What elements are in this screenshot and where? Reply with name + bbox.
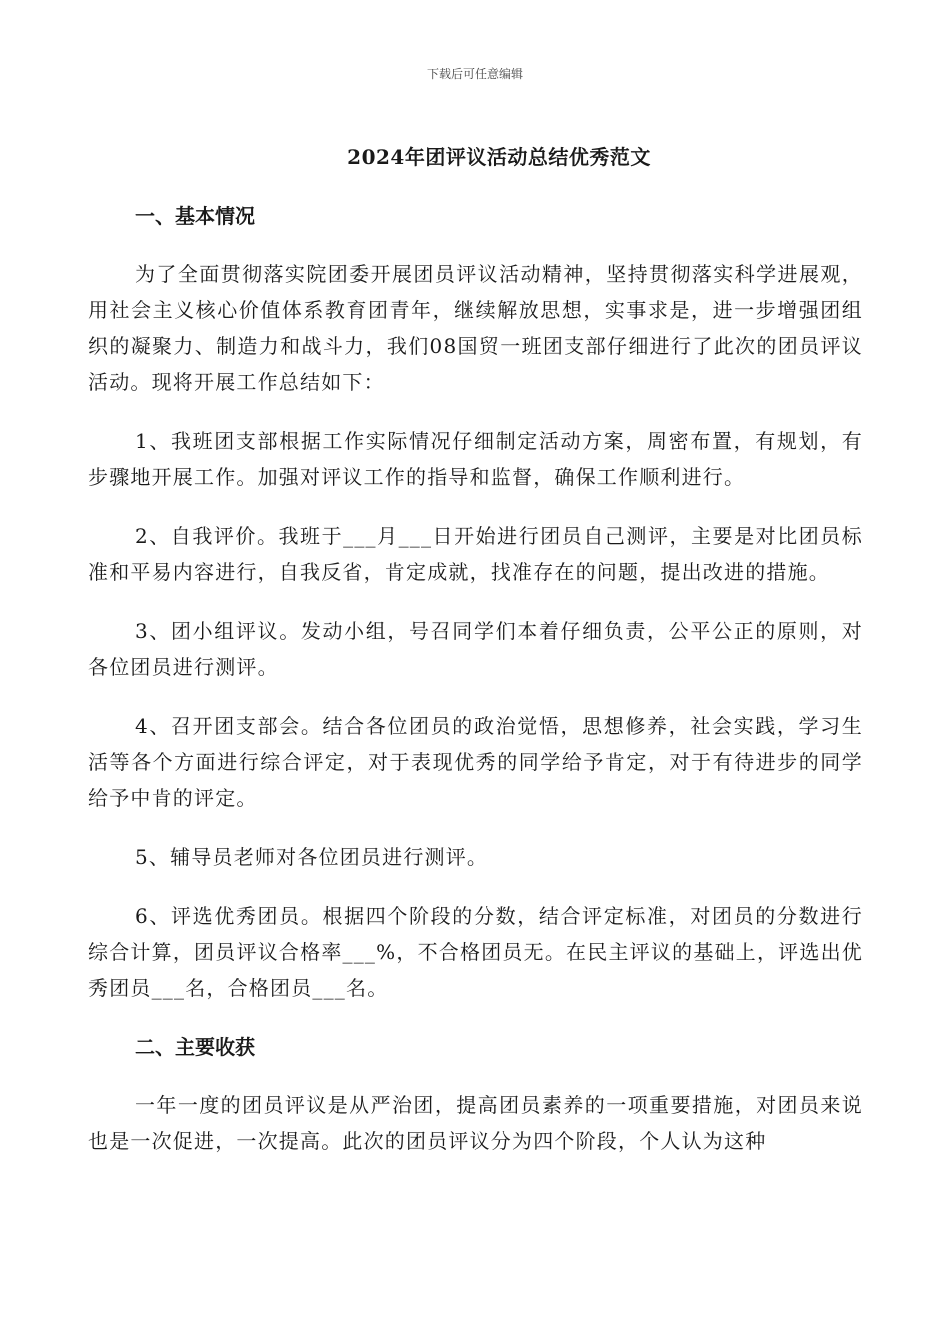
paragraph-item-5: 5、辅导员老师对各位团员进行测评。 [135,845,489,869]
header-note: 下载后可任意编辑 [426,67,523,81]
paragraph-item-4: 4、召开团支部会。结合各位团员的政治觉悟，思想修养，社会实践，学习生活等各个方面进行综合评定，对于表现优秀的同学给予肯定，对于有待进步的同学给予中肯的评定。 [88,714,863,810]
paragraph-gains-intro: 一年一度的团员评议是从严治团，提高团员素养的一项重要措施，对团员来说也是一次促进，一次提高。此次的团员评议分为四个阶段，个人认为这种 [88,1093,863,1153]
section-heading-basic-situation: 一、基本情况 [135,204,255,228]
document-body [88,198,863,1159]
section-heading-main-gains: 二、主要收获 [135,1035,255,1059]
paragraph-intro: 为了全面贯彻落实院团委开展团员评议活动精神，坚持贯彻落实科学进展观，用社会主义核心价值体系教育团青年，继续解放思想，实事求是，进一步增强团组织的凝聚力、制造力和战斗力，我们08国贸一班团支部仔细进行了此次的团员评议活动。现将开展工作总结如下： [88,262,863,394]
paragraph-item-2: 2、自我评价。我班于___月___日开始进行团员自己测评，主要是对比团员标准和平易内容进行，自我反省，肯定成就，找准存在的问题，提出改进的措施。 [88,524,863,584]
paragraph-item-3: 3、团小组评议。发动小组，号召同学们本着仔细负责，公平公正的原则，对各位团员进行测评。 [88,619,863,679]
document-title: 2024年团评议活动总结优秀范文 [347,145,651,169]
paragraph-item-6: 6、评选优秀团员。根据四个阶段的分数，结合评定标准，对团员的分数进行综合计算，团员评议合格率___%，不合格团员无。在民主评议的基础上，评选出优秀团员___名，合格团员___名。 [88,904,863,1000]
paragraph-item-1: 1、我班团支部根据工作实际情况仔细制定活动方案，周密布置，有规划，有步骤地开展工作。加强对评议工作的指导和监督，确保工作顺利进行。 [88,429,863,489]
